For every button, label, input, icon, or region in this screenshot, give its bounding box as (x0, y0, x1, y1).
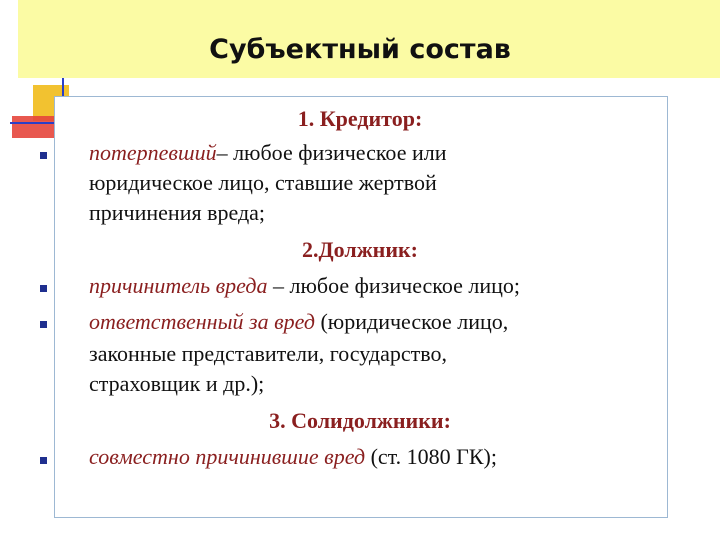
debtor-definition-1: – любое физическое лицо; (273, 273, 521, 298)
debtor-line-4: страховщик и др.); (89, 371, 265, 396)
slide-title: Субъектный состав (209, 34, 511, 65)
creditor-line-2: юридическое лицо, ставшие жертвой (89, 170, 437, 195)
debtor-definition-2: (юридическое лицо, (320, 309, 509, 334)
debtor-term-2: ответственный за вред (89, 309, 315, 334)
debtor-line-3: законные представители, государство, (89, 341, 447, 366)
creditor-line-3: причинения вреда; (89, 200, 266, 225)
debtor-line-2 (89, 309, 508, 335)
creditor-definition: – любое физическое или (216, 140, 447, 165)
debtor-term-1: причинитель вреда (89, 273, 268, 298)
bullet (40, 152, 47, 159)
creditor-line-1 (89, 140, 446, 166)
debtor-heading: 2.Должник: (302, 237, 418, 262)
debtor-line-1 (89, 273, 520, 299)
creditor-term: потерпевший (89, 140, 217, 165)
codebtors-term: совместно причинившие вред (89, 444, 366, 469)
codebtors-heading: 3. Солидолжники: (269, 408, 451, 433)
codebtors-line (89, 444, 497, 470)
creditor-heading: 1. Кредитор: (297, 106, 423, 131)
bullet (40, 321, 47, 328)
codebtors-reference: (ст. 1080 ГК); (370, 444, 497, 469)
bullet (40, 457, 47, 464)
bullet (40, 285, 47, 292)
